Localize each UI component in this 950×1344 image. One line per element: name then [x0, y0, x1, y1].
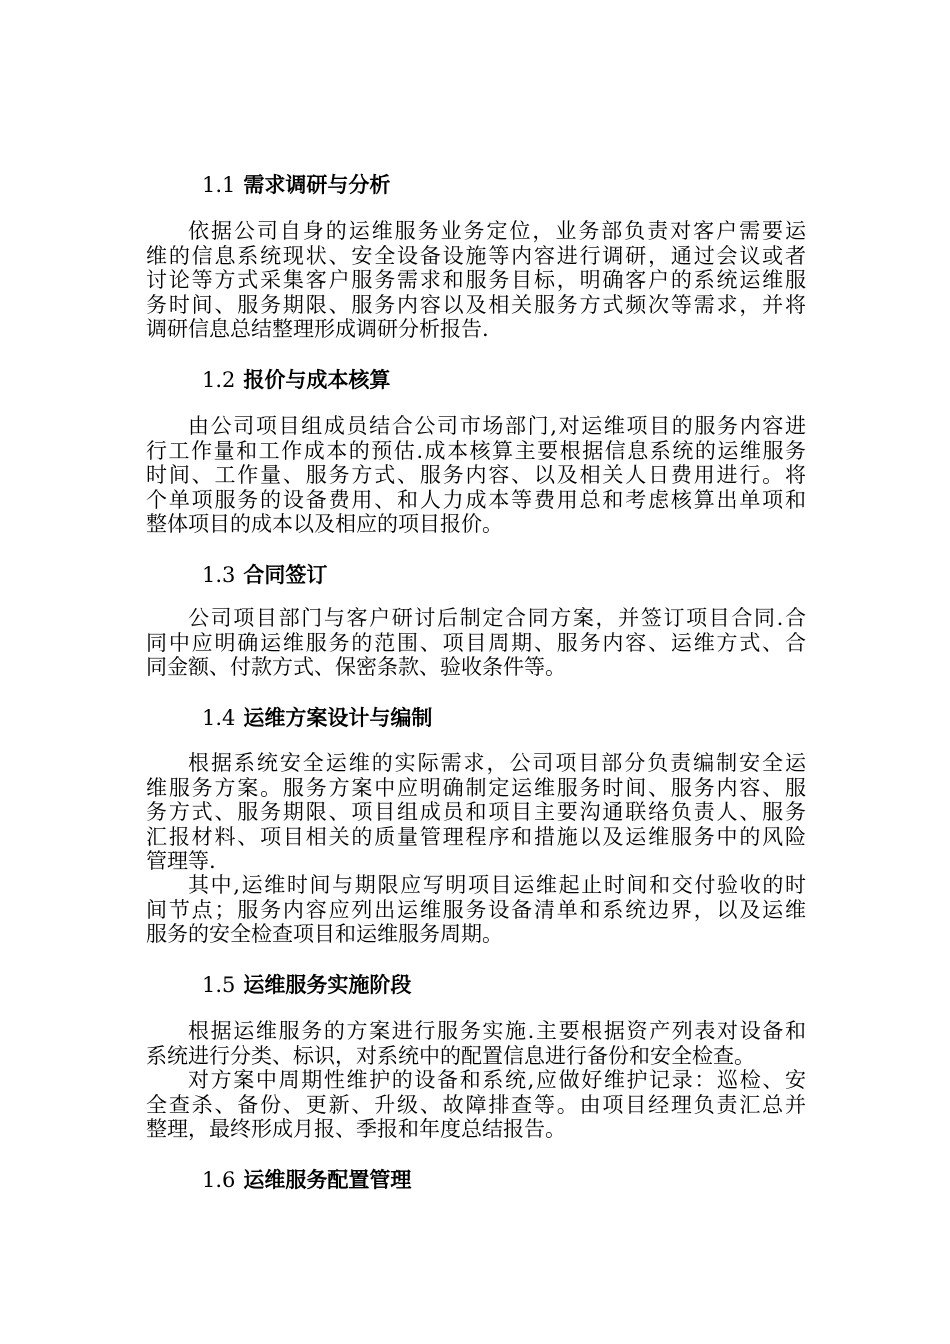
paragraph-line: 根据系统安全运维的实际需求，公司项目部分负责编制安全运: [188, 751, 806, 775]
section-title: 运维服务配置管理: [243, 1168, 412, 1192]
section-heading-1-4: [202, 706, 432, 730]
paragraph-line: 整体项目的成本以及相应的项目报价。: [146, 512, 503, 536]
section-number: 1.3: [202, 563, 236, 587]
section-title: 运维方案设计与编制: [243, 706, 433, 730]
section-number: 1.5: [202, 973, 236, 997]
paragraph-line: 同金额、付款方式、保密条款、验收条件等。: [146, 655, 566, 679]
paragraph-line: 全查杀、备份、更新、升级、故障排查等。由项目经理负责汇总并: [146, 1092, 806, 1117]
section-number: 1.6: [202, 1168, 236, 1192]
paragraph-line: 时间、工作量、服务方式、服务内容、以及相关人日费用进行。将: [146, 463, 806, 487]
section-heading-1-3: [202, 563, 327, 587]
section-title: 需求调研与分析: [243, 173, 391, 197]
paragraph-1-2-a: [146, 414, 806, 537]
section-heading-1-6: [202, 1168, 411, 1192]
section-title: 运维服务实施阶段: [243, 973, 412, 997]
paragraph-line: 务时间、服务期限、服务内容以及相关服务方式频次等需求，并将: [146, 292, 806, 317]
paragraph-line: 其中,运维时间与期限应写明项目运维起止时间和交付验收的时: [188, 873, 806, 897]
paragraph-line: 讨论等方式采集客户服务需求和服务目标，明确客户的系统运维服: [146, 268, 806, 292]
paragraph-line: 系统进行分类、标识，对系统中的配置信息进行备份和安全检查。: [146, 1043, 755, 1068]
paragraph-line: 由公司项目组成员结合公司市场部门,对运维项目的服务内容进: [188, 414, 806, 438]
paragraph-line: 务方式、服务期限、项目组成员和项目主要沟通联络负责人、服务: [146, 800, 806, 824]
paragraph-line: 根据运维服务的方案进行服务实施.主要根据资产列表对设备和: [188, 1019, 806, 1043]
paragraph-line: 整理，最终形成月报、季报和年度总结报告。: [146, 1117, 566, 1141]
paragraph-line: 公司项目部门与客户研讨后制定合同方案，并签订项目合同.合: [188, 606, 806, 630]
section-number: 1.1: [202, 173, 236, 197]
paragraph-line: 服务的安全检查项目和运维服务周期。: [146, 922, 503, 946]
paragraph-line: 管理等.: [146, 849, 216, 873]
paragraph-line: 调研信息总结整理形成调研分析报告.: [146, 317, 489, 341]
section-heading-1-5: [202, 973, 411, 997]
paragraph-1-3-a: [146, 606, 806, 680]
paragraph-line: 维的信息系统现状、安全设备设施等内容进行调研，通过会议或者: [146, 243, 806, 268]
paragraph-1-4-a: [146, 751, 806, 874]
paragraph-1-4-b: [146, 873, 806, 947]
paragraph-1-5-a: [146, 1019, 806, 1068]
paragraph-line: 维服务方案。服务方案中应明确制定运维服务时间、服务内容、服: [146, 775, 806, 800]
section-number: 1.2: [202, 368, 236, 392]
paragraph-1-1-a: [146, 219, 806, 342]
paragraph-line: 间节点；服务内容应列出运维服务设备清单和系统边界，以及运维: [146, 897, 806, 922]
section-title: 合同签订: [243, 563, 328, 587]
paragraph-line: 行工作量和工作成本的预估.成本核算主要根据信息系统的运维服务: [146, 438, 806, 463]
section-heading-1-1: [202, 173, 390, 197]
paragraph-1-5-b: [146, 1068, 806, 1142]
paragraph-line: 汇报材料、项目相关的质量管理程序和措施以及运维服务中的风险: [146, 824, 806, 849]
section-number: 1.4: [202, 706, 236, 730]
paragraph-line: 个单项服务的设备费用、和人力成本等费用总和考虑核算出单项和: [146, 487, 806, 512]
paragraph-line: 依据公司自身的运维服务业务定位，业务部负责对客户需要运: [188, 219, 806, 243]
section-heading-1-2: [202, 368, 390, 392]
section-title: 报价与成本核算: [243, 368, 391, 392]
paragraph-line: 对方案中周期性维护的设备和系统,应做好维护记录：巡检、安: [188, 1068, 806, 1092]
paragraph-line: 同中应明确运维服务的范围、项目周期、服务内容、运维方式、合: [146, 630, 806, 655]
